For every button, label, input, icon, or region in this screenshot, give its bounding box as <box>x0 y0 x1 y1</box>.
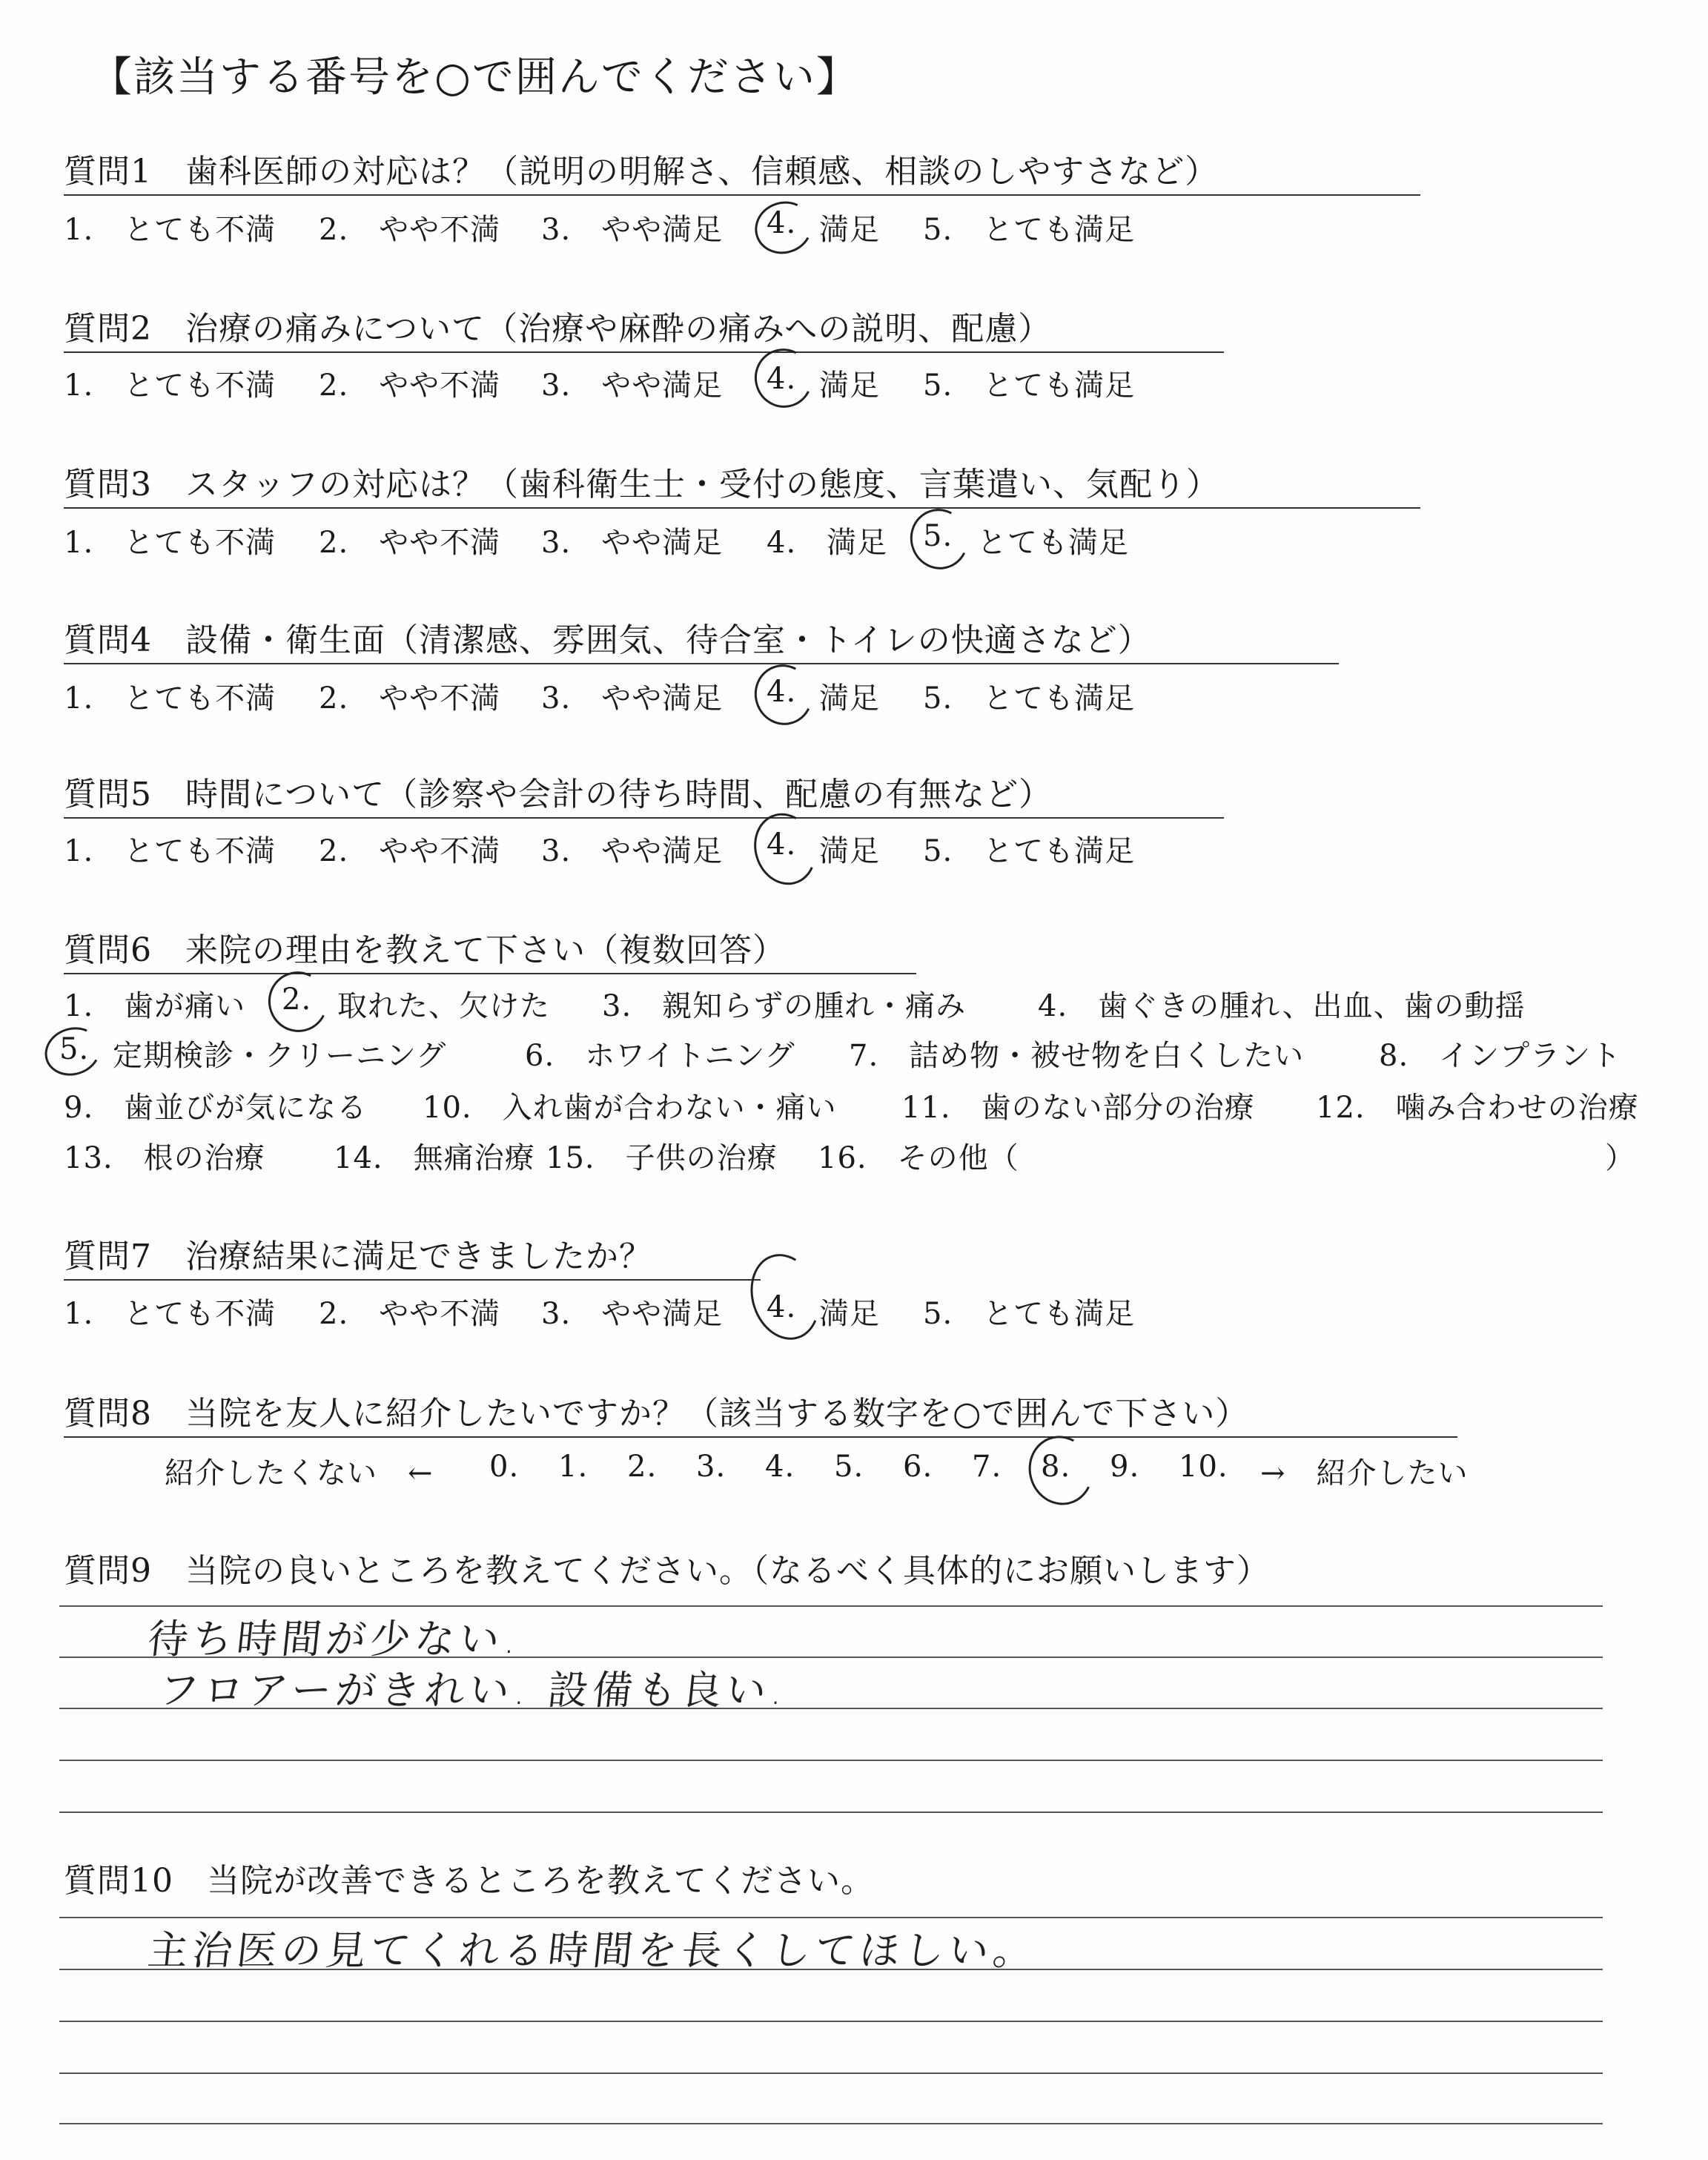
question-3-label: 質問3 スタッフの対応は？（歯科衛生士・受付の態度、言葉遣い、気配り） <box>64 466 1219 503</box>
q1-option-5[interactable]: 5. とても満足 <box>923 213 1136 247</box>
q4-option-3[interactable]: 3. やや満足 <box>541 681 724 716</box>
q8-score-10[interactable]: 10. <box>1179 1450 1228 1484</box>
q1-option-3[interactable]: 3. やや満足 <box>541 213 724 247</box>
q3-option-2[interactable]: 2. やや不満 <box>319 526 501 560</box>
question-9-label: 質問9 当院の良いところを教えてください。（なるべく具体的にお願いします） <box>64 1552 1270 1590</box>
q2-option-3[interactable]: 3. やや満足 <box>541 369 724 403</box>
answer-line <box>59 1811 1603 1813</box>
q6-option-2-number[interactable]: 2. <box>282 982 312 1017</box>
question-3-underline <box>64 507 1420 509</box>
q7-option-3[interactable]: 3. やや満足 <box>541 1297 724 1331</box>
q3-option-1[interactable]: 1. とても不満 <box>64 526 277 560</box>
q5-option-4-label[interactable]: 満足 <box>819 834 880 868</box>
q10-handwritten-answer-1[interactable]: 主治医の見てくれる時間を長くしてほしい。 <box>145 1927 1040 1974</box>
q8-score-9[interactable]: 9. <box>1110 1450 1140 1484</box>
q5-option-1[interactable]: 1. とても不満 <box>64 834 277 868</box>
q6-option-12[interactable]: 12. 噛み合わせの治療 <box>1316 1091 1639 1125</box>
answer-line <box>59 1605 1603 1607</box>
q7-option-5[interactable]: 5. とても満足 <box>923 1297 1136 1331</box>
selected-circle-mark <box>260 964 335 1040</box>
selected-circle-mark <box>39 1020 107 1083</box>
q9-handwritten-answer-2[interactable]: フロアーがきれい. 設備も良い. <box>156 1667 790 1714</box>
answer-line <box>59 2021 1603 2022</box>
q7-option-2[interactable]: 2. やや不満 <box>319 1297 501 1331</box>
selected-circle-mark <box>902 501 976 577</box>
selected-circle-mark <box>747 657 821 733</box>
q6-option-8[interactable]: 8. インプラント <box>1379 1039 1622 1073</box>
q2-option-4-number[interactable]: 4. <box>767 362 797 396</box>
q6-option-2-label[interactable]: 取れた、欠けた <box>337 989 550 1023</box>
q6-option-5-label[interactable]: 定期検診・クリーニング <box>113 1039 447 1073</box>
q8-score-7[interactable]: 7. <box>972 1450 1002 1484</box>
q2-option-5[interactable]: 5. とても満足 <box>923 369 1136 403</box>
q6-option-16-close-paren: ） <box>1605 1141 1635 1175</box>
q3-option-4[interactable]: 4. 満足 <box>767 526 888 560</box>
q6-option-13[interactable]: 13. 根の治療 <box>64 1141 265 1175</box>
question-2-label: 質問2 治療の痛みについて（治療や麻酔の痛みへの説明、配慮） <box>64 310 1052 348</box>
q2-option-1[interactable]: 1. とても不満 <box>64 369 277 403</box>
q1-option-4-number[interactable]: 4. <box>767 206 797 240</box>
answer-line <box>59 1760 1603 1761</box>
q4-option-4-number[interactable]: 4. <box>767 675 797 709</box>
q6-option-10[interactable]: 10. 入れ歯が合わない・痛い <box>423 1091 837 1125</box>
q7-option-4-label[interactable]: 満足 <box>819 1297 880 1331</box>
q4-option-1[interactable]: 1. とても不満 <box>64 681 277 716</box>
question-8-label: 質問8 当院を友人に紹介したいですか？（該当する数字を○で囲んで下さい） <box>64 1395 1249 1433</box>
q3-option-3[interactable]: 3. やや満足 <box>541 526 724 560</box>
q6-option-16[interactable]: 16. その他（ <box>818 1141 1019 1175</box>
q8-score-3[interactable]: 3. <box>696 1450 726 1484</box>
q4-option-2[interactable]: 2. やや不満 <box>319 681 501 716</box>
question-2-underline <box>64 351 1224 353</box>
q6-option-15[interactable]: 15. 子供の治療 <box>546 1141 778 1175</box>
q8-score-8[interactable]: 8. <box>1041 1450 1071 1484</box>
q6-option-4[interactable]: 4. 歯ぐきの腫れ、出血、歯の動揺 <box>1038 989 1526 1023</box>
q8-score-5[interactable]: 5. <box>834 1450 864 1484</box>
answer-line <box>59 2073 1603 2074</box>
q8-scale-right-label: → 紹介したい <box>1260 1456 1469 1490</box>
q1-option-1[interactable]: 1. とても不満 <box>64 213 277 247</box>
q7-option-1[interactable]: 1. とても不満 <box>64 1297 277 1331</box>
q3-option-5-number[interactable]: 5. <box>923 519 953 553</box>
q2-option-2[interactable]: 2. やや不満 <box>319 369 501 403</box>
q8-score-0[interactable]: 0. <box>489 1450 520 1484</box>
question-6-underline <box>64 973 916 974</box>
q7-option-4-number[interactable]: 4. <box>767 1290 797 1324</box>
question-8-underline <box>64 1436 1457 1438</box>
q8-score-2[interactable]: 2. <box>627 1450 658 1484</box>
answer-line <box>59 2123 1603 2124</box>
question-7-label: 質問7 治療結果に満足できましたか？ <box>64 1238 652 1275</box>
q5-option-5[interactable]: 5. とても満足 <box>923 834 1136 868</box>
q8-score-6[interactable]: 6. <box>903 1450 933 1484</box>
q6-option-7[interactable]: 7. 詰め物・被せ物を白くしたい <box>849 1039 1305 1073</box>
q4-option-4-label[interactable]: 満足 <box>819 681 880 716</box>
q6-option-5-number[interactable]: 5. <box>59 1032 90 1066</box>
page-title: 【該当する番号を○で囲んでください】 <box>90 53 859 102</box>
q9-handwritten-answer-1[interactable]: 待ち時間が少ない. <box>145 1616 524 1662</box>
question-6-label: 質問6 来院の理由を教えて下さい（複数回答） <box>64 931 786 969</box>
q4-option-5[interactable]: 5. とても満足 <box>923 681 1136 716</box>
question-4-underline <box>64 663 1339 664</box>
q5-option-2[interactable]: 2. やや不満 <box>319 834 501 868</box>
q1-option-2[interactable]: 2. やや不満 <box>319 213 501 247</box>
q6-option-9[interactable]: 9. 歯並びが気になる <box>64 1091 368 1125</box>
question-1-label: 質問1 歯科医師の対応は？（説明の明解さ、信頼感、相談のしやすさなど） <box>64 153 1219 191</box>
q8-score-4[interactable]: 4. <box>765 1450 795 1484</box>
q5-option-3[interactable]: 3. やや満足 <box>541 834 724 868</box>
question-5-underline <box>64 817 1224 819</box>
q3-option-5-label[interactable]: とても満足 <box>977 526 1129 560</box>
q6-option-3[interactable]: 3. 親知らずの腫れ・痛み <box>602 989 967 1023</box>
selected-circle-mark <box>1020 1427 1102 1513</box>
question-4-label: 質問4 設備・衛生面（清潔感、雰囲気、待合室・トイレの快適さなど） <box>64 621 1151 659</box>
answer-line <box>59 1917 1603 1918</box>
question-1-underline <box>64 194 1420 196</box>
q8-score-1[interactable]: 1. <box>558 1450 589 1484</box>
selected-circle-mark <box>748 194 819 262</box>
q5-option-4-number[interactable]: 4. <box>767 828 797 862</box>
q1-option-4-label[interactable]: 満足 <box>819 213 880 247</box>
selected-circle-mark <box>740 1245 830 1349</box>
question-10-label: 質問10 当院が改善できるところを教えてください。 <box>64 1862 874 1900</box>
q6-option-6[interactable]: 6. ホワイトニング <box>525 1039 795 1073</box>
q6-option-1[interactable]: 1. 歯が痛い <box>64 989 246 1023</box>
question-7-underline <box>64 1279 761 1281</box>
q8-scale-left-label: 紹介したくない ← <box>165 1456 434 1490</box>
q2-option-4-label[interactable]: 満足 <box>819 369 880 403</box>
q6-option-11[interactable]: 11. 歯のない部分の治療 <box>901 1091 1255 1125</box>
q6-option-14[interactable]: 14. 無痛治療 <box>334 1141 535 1175</box>
question-5-label: 質問5 時間について（診察や会計の待ち時間、配慮の有無など） <box>64 776 1053 813</box>
